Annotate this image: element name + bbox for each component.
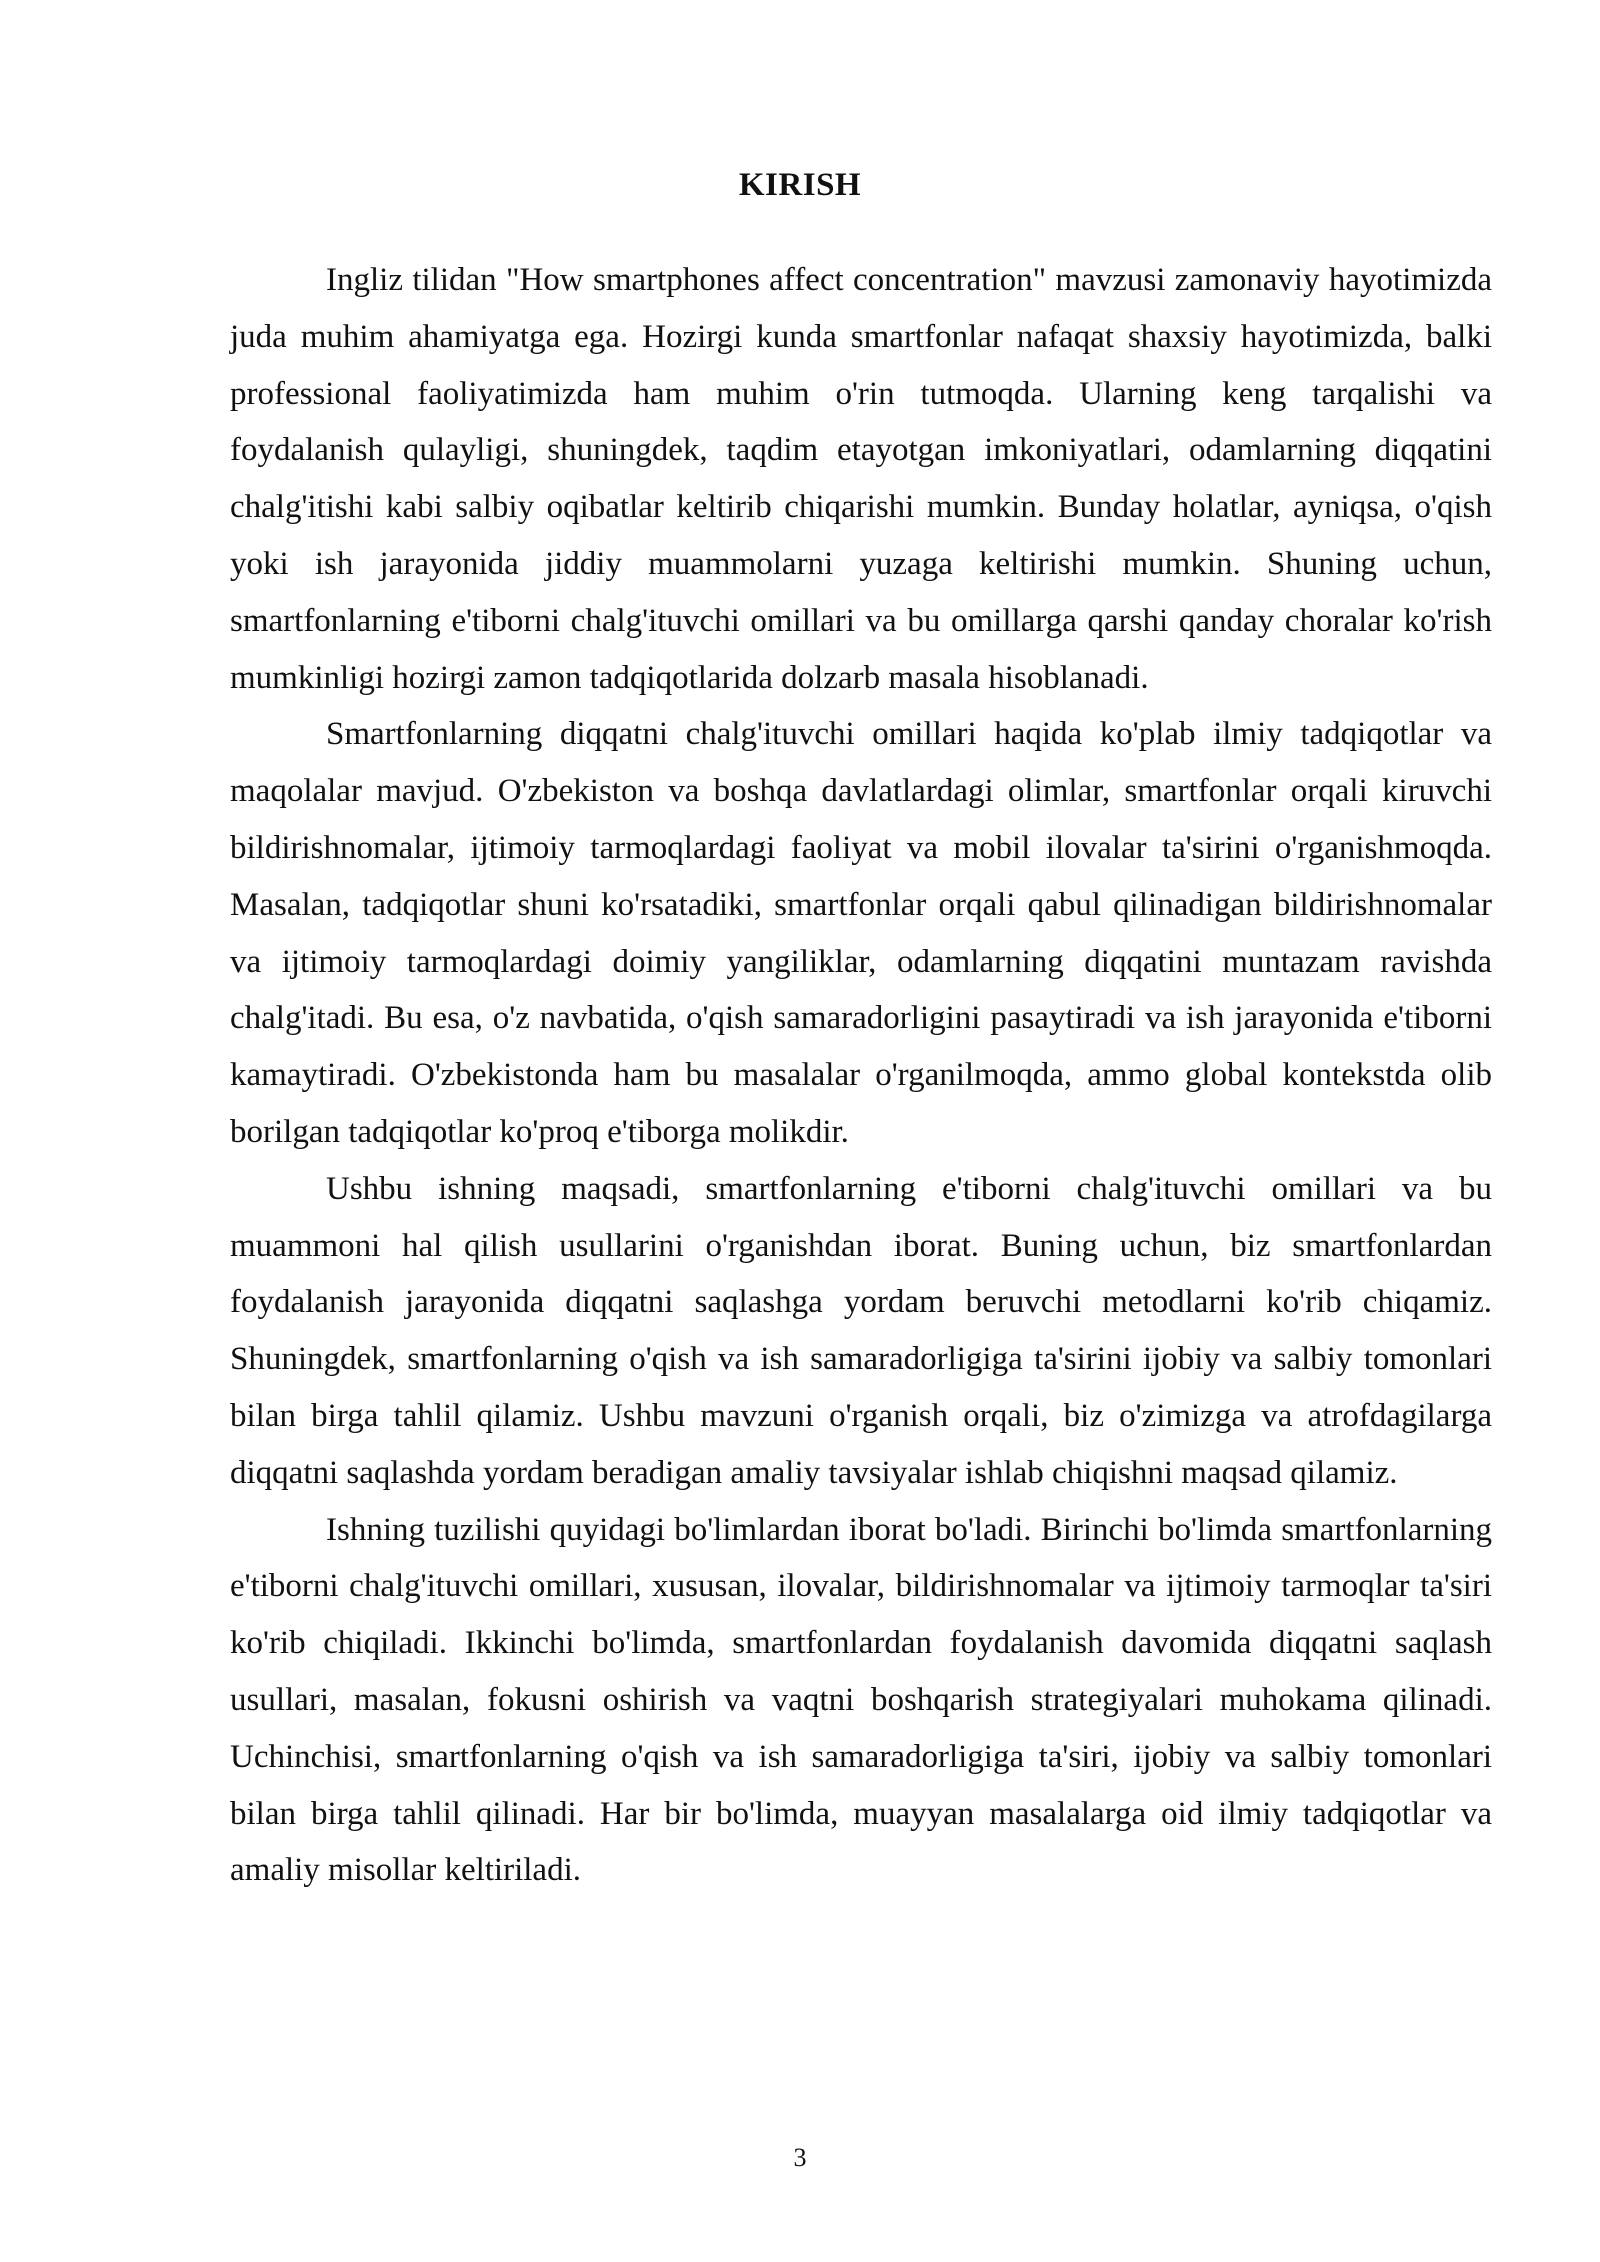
body-text <box>230 252 1492 1899</box>
section-title: KIRISH <box>738 167 862 203</box>
page-number: 3 <box>793 2143 807 2172</box>
paragraph-goal: Ushbu ishning maqsadi, smartfonlarning e'tiborni chalg'ituvchi omillari va bu muammoni hal qilish usullarini o'rganishdan iborat. Buning uchun, biz smartfonlardan foydalanish jarayonida diqqatni saqlashga yordam beruvchi metodlarni ko'rib chiqamiz. Shuningdek, smartfonlarning o'qish va ish samaradorligiga ta'sirini ijobiy va salbiy tomonlari bilan birga tahlil qilamiz. Ushbu mavzuni o'rganish orqali, biz o'zimizga va atrofdagilarga diqqatni saqlashda yordam beradigan amaliy tavsiyalar ishlab chiqishni maqsad qilamiz. <box>230 1170 1492 1491</box>
paragraph-structure: Ishning tuzilishi quyidagi bo'limlardan iborat bo'ladi. Birinchi bo'limda smartfonlarning e'tiborni chalg'ituvchi omillari, xususan, ilovalar, bildirishnomalar va ijtimoiy tarmoqlar ta'siri ko'rib chiqiladi. Ikkinchi bo'limda, smartfonlardan foydalanish davomida diqqatni saqlash usullari, masalan, fokusni oshirish va vaqtni boshqarish strategiyalari muhokama qilinadi. Uchinchisi, smartfonlarning o'qish va ish samaradorligiga ta'siri, ijobiy va salbiy tomonlari bilan birga tahlil qilinadi. Har bir bo'limda, muayyan masalalarga oid ilmiy tadqiqotlar va amaliy misollar keltiriladi. <box>230 1511 1492 1889</box>
paragraph-intro: Ingliz tilidan "How smartphones affect concentration" mavzusi zamonaviy hayotimizda juda muhim ahamiyatga ega. Hozirgi kunda smartfonlar nafaqat shaxsiy hayotimizda, balki professional faoliyatimizda ham muhim o'rin tutmoqda. Ularning keng tarqalishi va foydalanish qulayligi, shuningdek, taqdim etayotgan imkoniyatlari, odamlarning diqqatini chalg'itishi kabi salbiy oqibatlar keltirib chiqarishi mumkin. Bunday holatlar, ayniqsa, o'qish yoki ish jarayonida jiddiy muammolarni yuzaga keltirishi mumkin. Shuning uchun, smartfonlarning e'tiborni chalg'ituvchi omillari va bu omillarga qarshi qanday choralar ko'rish mumkinligi hozirgi zamon tadqiqotlarida dolzarb masala hisoblanadi. <box>230 262 1492 696</box>
paragraph-research: Smartfonlarning diqqatni chalg'ituvchi omillari haqida ko'plab ilmiy tadqiqotlar va maqolalar mavjud. O'zbekiston va boshqa davlatlardagi olimlar, smartfonlar orqali kiruvchi bildirishnomalar, ijtimoiy tarmoqlardagi faoliyat va mobil ilovalar ta'sirini o'rganishmoqda. Masalan, tadqiqotlar shuni ko'rsatadiki, smartfonlar orqali qabul qilinadigan bildirishnomalar va ijtimoiy tarmoqlardagi doimiy yangiliklar, odamlarning diqqatini muntazam ravishda chalg'itadi. Bu esa, o'z navbatida, o'qish samaradorligini pasaytiradi va ish jarayonida e'tiborni kamaytiradi. O'zbekistonda ham bu masalalar o'rganilmoqda, ammo global kontekstda olib borilgan tadqiqotlar ko'proq e'tiborga molikdir. <box>230 716 1492 1150</box>
